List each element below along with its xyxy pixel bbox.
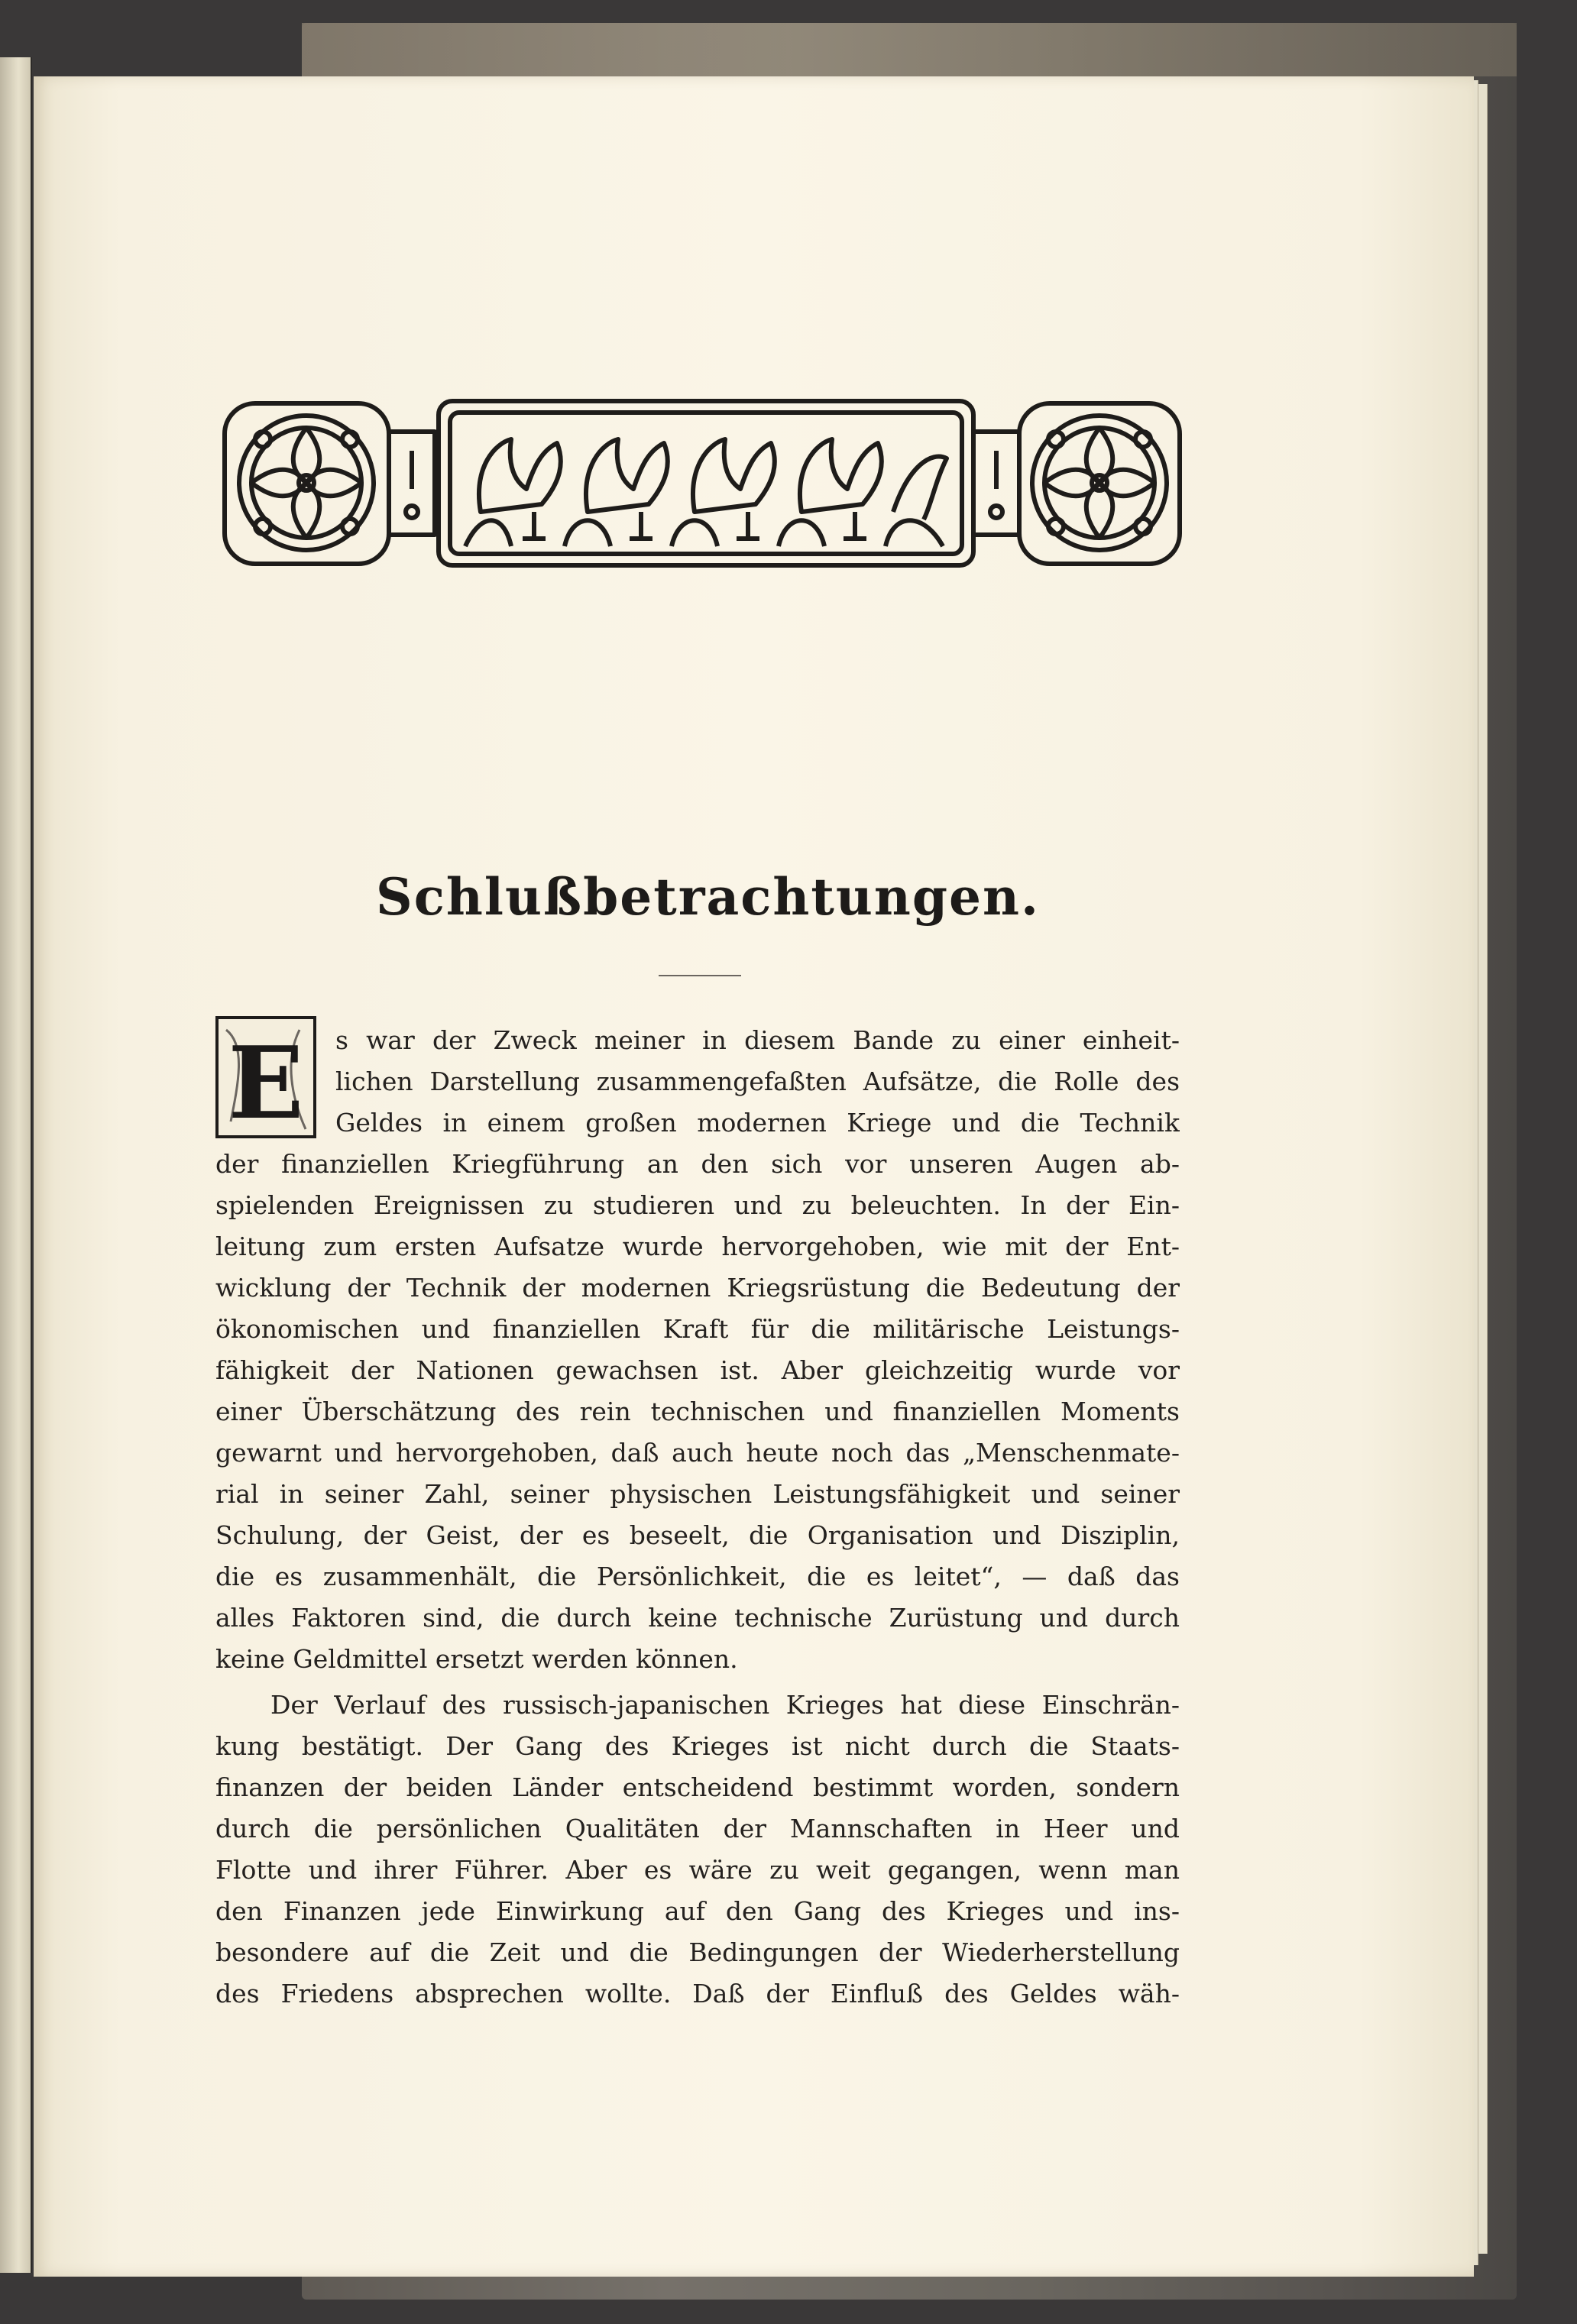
- palmette-row: [465, 439, 947, 546]
- text-line: Schulung, der Geist, der es beseelt, die Organisation und Disziplin,: [215, 1520, 1180, 1550]
- text-line: finanzen der beiden Länder entscheidend bestimmt worden, sondern: [215, 1772, 1180, 1802]
- text-line: die es zusammenhält, die Persönlichkeit, die es leitet“, — daß das: [215, 1562, 1180, 1591]
- text-line: lichen Darstellung zusammengefaßten Aufsätze, die Rolle des: [335, 1067, 1180, 1096]
- chapter-heading: Schlußbetrachtungen.: [376, 867, 1040, 927]
- book-page: [34, 76, 1474, 2277]
- text-line: Der Verlauf des russisch-japanischen Krieges hat diese Einschrän-: [270, 1690, 1180, 1720]
- drop-cap-letter: E: [228, 1024, 304, 1138]
- text-line: leitung zum ersten Aufsatze wurde hervorgehoben, wie mit der Ent-: [215, 1232, 1180, 1261]
- text-line: ökonomischen und finanziellen Kraft für die militärische Leistungs-: [215, 1314, 1180, 1344]
- text-line: Flotte und ihrer Führer. Aber es wäre zu weit gegangen, wenn man: [215, 1855, 1180, 1885]
- text-line: s war der Zweck meiner in diesem Bande zu einer einheit-: [335, 1025, 1180, 1055]
- text-line: einer Überschätzung des rein technischen und finanziellen Moments: [215, 1397, 1180, 1426]
- text-line: spielenden Ereignissen zu studieren und zu beleuchten. In der Ein-: [215, 1190, 1180, 1220]
- heading-rule: [659, 975, 741, 976]
- text-line: rial in seiner Zahl, seiner physischen Leistungsfähigkeit und seiner: [215, 1479, 1180, 1509]
- text-line: besondere auf die Zeit und die Bedingungen der Wiederherstellung: [215, 1937, 1180, 1967]
- text-line: gewarnt und hervorgehoben, daß auch heute noch das „Menschenmate-: [215, 1438, 1180, 1468]
- text-line: keine Geldmittel ersetzt werden können.: [215, 1644, 738, 1674]
- decorated-initial: [215, 1015, 316, 1138]
- text-line: der finanziellen Kriegführung an den sich vor unseren Augen ab-: [215, 1149, 1180, 1179]
- text-line: Geldes in einem großen modernen Kriege und die Technik: [335, 1108, 1180, 1138]
- text-line: kung bestätigt. Der Gang des Krieges ist nicht durch die Staats-: [215, 1731, 1180, 1761]
- text-line: des Friedens absprechen wollte. Daß der Einfluß des Geldes wäh-: [215, 1979, 1180, 2008]
- text-line: den Finanzen jede Einwirkung auf den Gang des Krieges und ins-: [215, 1896, 1180, 1926]
- ornamental-headpiece: [221, 397, 1184, 569]
- text-line: durch die persönlichen Qualitäten der Mannschaften in Heer und: [215, 1814, 1180, 1843]
- left-facing-page-edge: [0, 57, 32, 2273]
- book-cover-top-edge: [302, 23, 1517, 76]
- text-line: alles Faktoren sind, die durch keine technische Zurüstung und durch: [215, 1603, 1180, 1633]
- text-line: fähigkeit der Nationen gewachsen ist. Aber gleichzeitig wurde vor: [215, 1355, 1180, 1385]
- text-line: wicklung der Technik der modernen Kriegsrüstung die Bedeutung der: [215, 1273, 1180, 1303]
